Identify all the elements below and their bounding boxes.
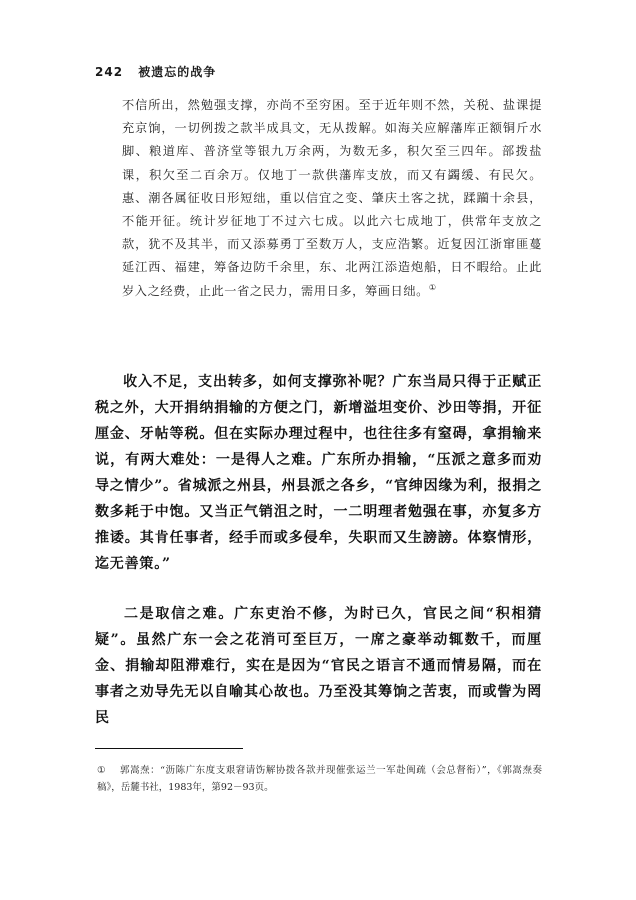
paragraph-text: 二是取信之难。广东吏治不修，为时已久，官民之间“积相猜疑”。虽然广东一会之花消可至巨万，一席之豪举动辄数千，而厘金、捐输却阻滞难行，实在是因为“官民之语言不通而情易隔，而在事者之劝导先无以自喻其心故也。乃至没其筹饷之苦衷，而或訾为罔民 [95,606,542,726]
block-quote [122,94,542,303]
footnote-reference: ① [428,282,437,292]
body-paragraph [95,369,542,577]
book-title: 被遗忘的战争 [138,65,217,79]
paragraph-text: 收入不足，支出转多，如何支撑弥补呢？广东当局只得于正赋正税之外，大开捐纳捐输的方便之门，新增溢坦变价、沙田等捐，开征厘金、牙帖等税。但在实际办理过程中，也往往多有窒碍，拿捐输来说，有两大难处：一是得人之难。广东所办捐输，“压派之意多而劝导之情少”。省城派之州县，州县派之各乡，“官绅因缘为利，报捐之数多耗于中饱。又当正气销沮之时，一二明理者勉强在事，亦复多方推诿。其肯任事者，经手而或多侵牟，失职而又生謗謗。体察情形，迄无善策。” [95,374,542,572]
body-paragraph [95,601,542,731]
footnote-marker: ① [97,765,107,776]
page-number: 242 [95,65,124,79]
running-header [95,63,216,80]
quote-text: 不信所出，然勉强支撑，亦尚不至穷困。至于近年则不然，关税、盐课提充京饷，一切例拨之款半成具文，无从拨解。如海关应解藩库正额铜斤水脚、粮道库、普济堂等银九万余两，为数无多，积欠至三四年。部拨盐课，积欠至二百余万。仅地丁一款供藩库支放，而又有蠲缓、有民欠。惠、潮各属征收日形短绌，重以信宜之变、肇庆土客之扰，蹂躏十余县，不能开征。统计岁征地丁不过六七成。以此六七成地丁，供常年支放之款，犹不及其半，而又添募勇丁至数万人，支应浩繁。近复因江浙窜匪蔓延江西、福建，筹备边防千余里，东、北两江添造炮船，日不暇给。止此岁入之经费，止此一省之民力，需用日多，筹画日绌。 [122,98,542,298]
footnote [97,762,542,796]
footnote-divider [95,748,243,749]
footnote-text: 郭嵩焘：“沥陈广东度支艰窘请饬解协拨各款并现催张运兰一军赴闽疏（会总督衔）”，《郭嵩焘奏稿》，岳麓书社，1983年，第92－93页。 [97,765,542,793]
